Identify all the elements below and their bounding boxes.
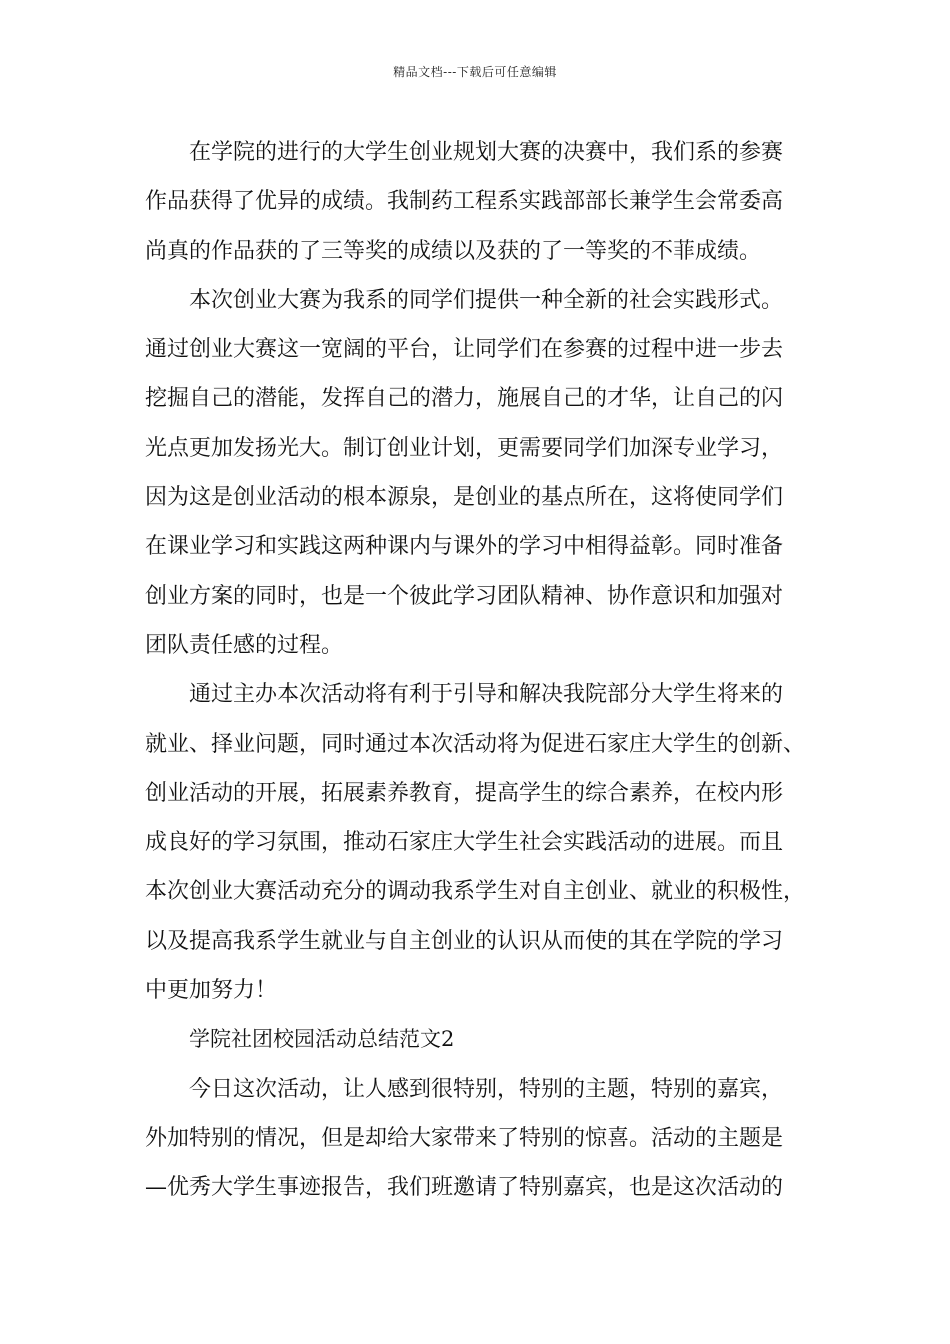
text-line: 挖掘自己的潜能，发挥自己的潜力，施展自己的才华，让自己的闪 <box>145 386 784 412</box>
text-line: 外加特别的情况，但是却给大家带来了特别的惊喜。活动的主题是 <box>145 1125 784 1151</box>
section-heading: 学院社团校园活动总结范文2 <box>189 1027 455 1052</box>
text-line: 通过主办本次活动将有利于引导和解决我院部分大学生将来的 <box>189 682 784 708</box>
page-header-watermark: 精品文档---下载后可任意编辑 <box>393 65 557 79</box>
text-line: 在课业学习和实践这两种课内与课外的学习中相得益彰。同时准备 <box>145 534 784 560</box>
text-line: 中更加努力！ <box>145 978 278 1004</box>
text-line: 在学院的进行的大学生创业规划大赛的决赛中，我们系的参赛 <box>189 140 784 165</box>
text-line: 团队责任感的过程。 <box>145 632 344 658</box>
text-line: 尚真的作品获的了三等奖的成绩以及获的了一等奖的不菲成绩。 <box>145 238 762 264</box>
text-line: 今日这次活动，让人感到很特别，特别的主题，特别的嘉宾， <box>189 1076 784 1102</box>
text-line: —优秀大学生事迹报告，我们班邀请了特别嘉宾，也是这次活动的 <box>145 1175 784 1201</box>
text-line: 创业方案的同时，也是一个彼此学习团队精神、协作意识和加强对 <box>145 583 784 609</box>
document-body <box>145 128 820 1213</box>
text-line: 以及提高我系学生就业与自主创业的认识从而使的其在学院的学习 <box>145 928 784 954</box>
text-line: 因为这是创业活动的根本源泉，是创业的基点所在，这将使同学们 <box>145 485 784 511</box>
text-line: 本次创业大赛为我系的同学们提供一种全新的社会实践形式。 <box>189 287 784 313</box>
text-line: 通过创业大赛这一宽阔的平台，让同学们在参赛的过程中进一步去 <box>145 337 784 363</box>
text-line: 就业、择业问题，同时通过本次活动将为促进石家庄大学生的创新、 <box>145 731 806 757</box>
text-line: 本次创业大赛活动充分的调动我系学生对自主创业、就业的积极性， <box>145 879 806 905</box>
text-line: 作品获得了优异的成绩。我制药工程系实践部部长兼学生会常委高 <box>145 189 784 215</box>
text-line: 光点更加发扬光大。制订创业计划，更需要同学们加深专业学习， <box>145 435 784 461</box>
text-line: 成良好的学习氛围，推动石家庄大学生社会实践活动的进展。而且 <box>145 830 784 856</box>
text-line: 创业活动的开展，拓展素养教育，提高学生的综合素养，在校内形 <box>145 780 784 806</box>
